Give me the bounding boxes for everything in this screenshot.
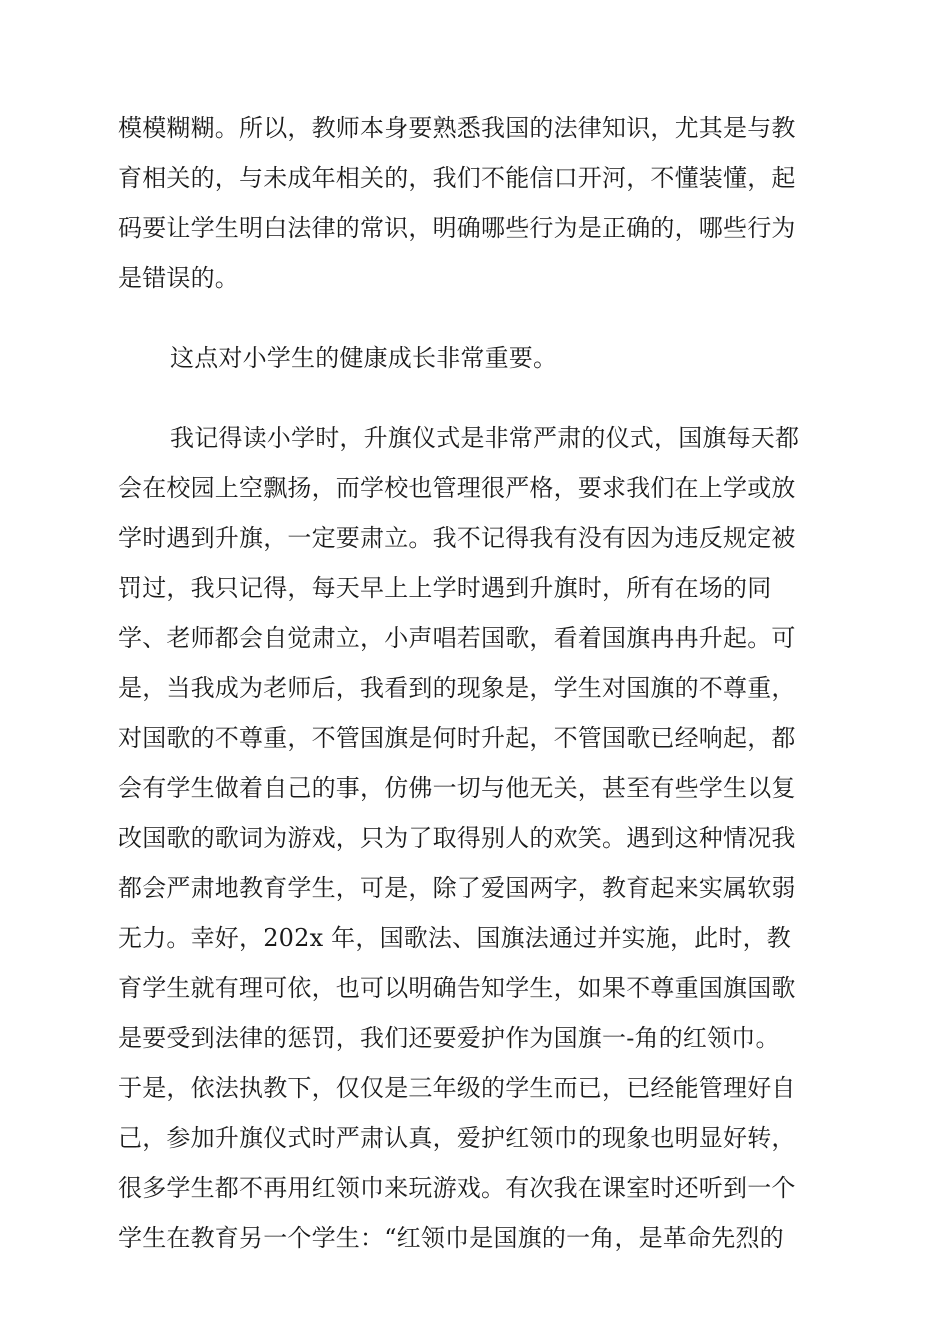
paragraph-spacer: [118, 383, 838, 413]
paragraph-spacer: [118, 303, 838, 333]
text-line: 育相关的，与未成年相关的，我们不能信口开河，不懂装懂，起: [118, 164, 796, 192]
text-line: 学时遇到升旗，一定要肃立。我不记得我有没有因为违反规定被: [118, 524, 796, 552]
text-line: 很多学生都不再用红领巾来玩游戏。有次我在课室时还听到一个: [118, 1174, 796, 1202]
text-line: 学生在教育另一个学生：“红领巾是国旗的一角，是革命先烈的: [118, 1224, 784, 1252]
text-line: 无力。幸好，202x 年，国歌法、国旗法通过并实施，此时，教: [118, 924, 791, 952]
text-line: 我记得读小学时，升旗仪式是非常严肃的仪式，国旗每天都: [170, 424, 800, 452]
text-line: 是要受到法律的惩罚，我们还要爱护作为国旗一-角的红领巾。: [118, 1024, 780, 1052]
text-line: 都会严肃地教育学生，可是，除了爱国两字，教育起来实属软弱: [118, 874, 796, 902]
text-line: 改国歌的歌词为游戏，只为了取得别人的欢笑。遇到这种情况我: [118, 824, 796, 852]
paragraph-3: [118, 413, 838, 1263]
text-line: 学、老师都会自觉肃立，小声唱若国歌，看着国旗冉冉升起。可: [118, 624, 796, 652]
text-line: 模模糊糊。所以，教师本身要熟悉我国的法律知识，尤其是与教: [118, 114, 796, 142]
paragraph-1: [118, 103, 838, 303]
paragraph-2: [118, 333, 838, 383]
text-line: 育学生就有理可依，也可以明确告知学生，如果不尊重国旗国歌: [118, 974, 796, 1002]
text-line: 会有学生做着自己的事，仿佛一切与他无关，甚至有些学生以复: [118, 774, 796, 802]
text-line: 罚过，我只记得，每天早上上学时遇到升旗时，所有在场的同: [118, 574, 772, 602]
text-line: 对国歌的不尊重，不管国旗是何时升起，不管国歌已经响起，都: [118, 724, 796, 752]
text-line: 会在校园上空飘扬，而学校也管理很严格，要求我们在上学或放: [118, 474, 796, 502]
text-line: 是错误的。: [118, 264, 239, 292]
text-line: 这点对小学生的健康成长非常重要。: [170, 344, 558, 372]
text-line: 于是，依法执教下，仅仅是三年级的学生而已，已经能管理好自: [118, 1074, 796, 1102]
text-line: 是，当我成为老师后，我看到的现象是，学生对国旗的不尊重，: [118, 674, 796, 702]
text-line: 己，参加升旗仪式时严肃认真，爱护红领巾的现象也明显好转，: [118, 1124, 796, 1152]
document-body: [118, 103, 838, 1263]
text-line: 码要让学生明白法律的常识，明确哪些行为是正确的，哪些行为: [118, 214, 796, 242]
